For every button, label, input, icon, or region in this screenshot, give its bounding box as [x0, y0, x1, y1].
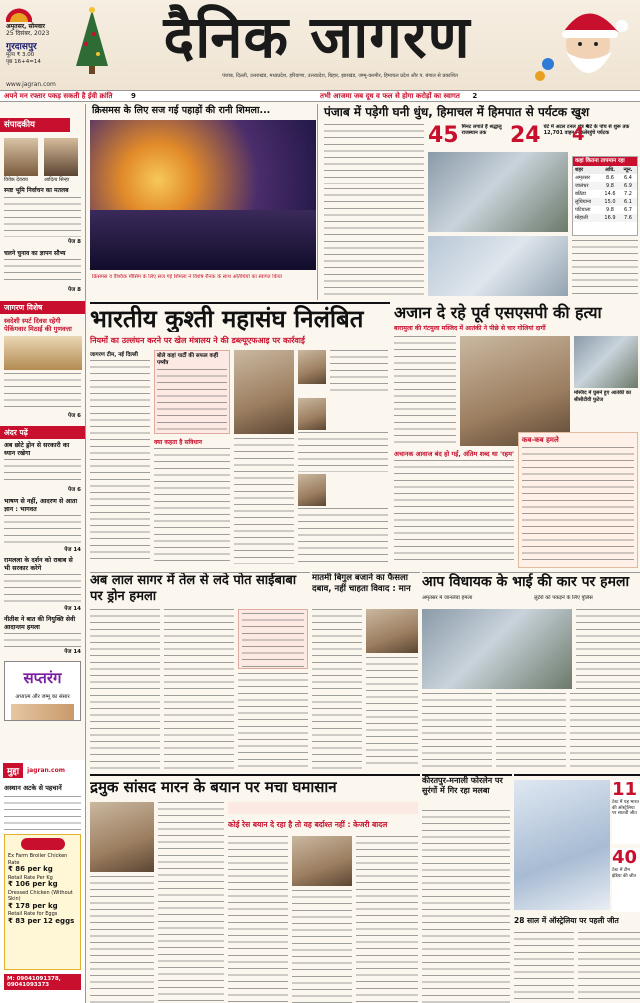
ticker-right[interactable] — [320, 91, 636, 102]
body-column — [312, 609, 362, 769]
columnist-photo — [44, 138, 78, 176]
mla-headline: आप विधायक के भाई की कार पर हमला — [422, 574, 630, 590]
weather-city: पटियाला — [575, 207, 591, 213]
vishesh-headline: स्वदेशी स्पर्ट दिवस रहेगी पेकिंगवार मिठाई की गुणवत्ता — [4, 317, 72, 333]
leader-photo — [292, 836, 352, 886]
saptrang-sub: अध्यात्म और जम्मू का संसार — [15, 694, 70, 700]
weather-city: बठिंडा — [575, 191, 587, 197]
body-column — [292, 890, 352, 1003]
sweets-photo — [4, 336, 82, 370]
body-column — [158, 802, 224, 1003]
weather-col-header: शहर — [575, 167, 584, 173]
andar-headline: नीतीश ने बात की नियुक्ति सेवी आदान्तम हमला — [4, 616, 76, 631]
edition-city: गुरदासपुर — [6, 42, 37, 53]
weather-row — [573, 182, 637, 190]
body-column — [570, 693, 640, 769]
qa-box-title: कब-कब हमले — [522, 436, 559, 444]
body-text — [4, 515, 81, 545]
venkys-logo-icon — [21, 838, 65, 850]
sports-stat-text: टेस्ट में यह भारत की ऑस्ट्रेलिया पर सातवीं जीत — [612, 800, 640, 816]
sports-headline-wrap — [514, 914, 640, 928]
body-text — [4, 633, 81, 647]
punjab-story[interactable] — [320, 104, 640, 300]
weather-col-header: न्यून. — [623, 167, 633, 173]
weather-city: अमृतसर — [575, 175, 591, 181]
logo-icon — [6, 4, 32, 22]
ad-item — [8, 911, 77, 924]
mla-bullet — [422, 595, 532, 607]
sidebar-box — [154, 350, 230, 434]
ad-item-price: ₹ 86 per kg — [8, 865, 53, 873]
ajaan-story[interactable] — [394, 302, 640, 572]
editorial-item[interactable] — [0, 184, 85, 248]
body-column — [356, 836, 418, 1003]
ad-item — [8, 853, 77, 873]
ad-item-name: Retail Rate for Eggs — [8, 911, 58, 917]
weather-row — [573, 198, 637, 206]
sports-stat — [612, 848, 640, 912]
ad-item — [8, 875, 77, 888]
ad-item-name: Ex Farm Broiler Chicken Rate — [8, 853, 68, 866]
side-story — [394, 450, 514, 568]
lead-headline-wrap[interactable] — [90, 302, 390, 332]
ajaan-headline: अजान दे रहे पूर्व एसएसपी की हत्या — [394, 303, 602, 322]
lead-headline: भारतीय कुश्ती महासंघ निलंबित — [90, 304, 364, 332]
santa-icon — [528, 4, 636, 88]
stat-text: घंटे में अटल टनल क्षेत्र में 12,701 वाहन निकले — [543, 124, 589, 136]
body-text — [4, 197, 81, 237]
weather-row — [573, 206, 637, 214]
shimla-night-photo — [90, 120, 316, 270]
body-column — [578, 932, 640, 1003]
weather-value: 8.6 — [606, 175, 614, 181]
sports-story[interactable] — [514, 774, 640, 1003]
sidebar-box-title: बोले कहां पार्टी की सफल कहीं पर्ष्यंत्र — [157, 353, 219, 366]
official-photos — [298, 350, 388, 394]
cm-photo — [366, 609, 418, 653]
andar-headline: रामलला के दर्शन को राबाब से भी सरकार करेगे — [4, 557, 73, 572]
andar-headline: भाषण से नहीं, आदरण से आता ज्ञान : भागवत — [4, 498, 78, 513]
masthead-editions: पंजाब, दिल्ली, उत्तराखंड, मध्यप्रदेश, हरियाणा, उत्तरप्रदेश, बिहार, झारखंड, जम्मू-कश्मीर, हिमाचल प्रदेश और प. बंगाल से प्रकाशित — [222, 73, 458, 79]
page-ref: पेज 14 — [64, 649, 81, 655]
body-column — [228, 836, 288, 1003]
mla-bullet — [534, 595, 640, 607]
ad-item-name: Dressed Chicken (Without Skin) — [8, 889, 73, 902]
body-column — [90, 876, 154, 1003]
body-column — [90, 350, 150, 564]
page-ref: पेज 14 — [64, 547, 81, 553]
sports-stat-number: 11 — [612, 780, 638, 800]
bottom-bullets — [228, 802, 418, 814]
weather-table — [572, 156, 638, 236]
edition-date: 25 दिसंबर, 2023 — [6, 29, 50, 37]
stat-text: मिनट लगाते हैं श्रद्धालु राजस्थान तक — [461, 124, 502, 136]
weather-col-header: अधि. — [604, 167, 616, 173]
top-story-headline: क्रिसमस के लिए सज गई पहाड़ों की रानी शिमला... — [92, 105, 271, 116]
weather-value: 7.6 — [624, 215, 632, 221]
body-column — [324, 188, 424, 298]
body-text — [4, 796, 81, 830]
saptrang-photo — [11, 704, 74, 720]
bottom-quote: कोई रेस बयान दे रहा है तो वह बर्दाश्त नहीं : केजरी बादल — [228, 820, 388, 829]
editorial-item[interactable] — [0, 248, 85, 296]
weather-value: 15.0 — [604, 199, 616, 205]
weather-row — [573, 174, 637, 182]
columnist-name: विवेक देवराय — [4, 177, 28, 183]
body-column — [572, 240, 638, 298]
andar-heading: अंदर पढ़ें — [0, 426, 85, 439]
stat-block — [572, 124, 638, 154]
mla-bullet-text: लुटेरों को पकड़ने के लिए पुलिस — [534, 595, 593, 601]
top-story[interactable] — [90, 104, 318, 300]
stat-block — [428, 124, 508, 150]
ad-contact: M: 09041091378, 09041093373 — [4, 974, 81, 990]
weather-value: 7.2 — [624, 191, 632, 197]
lead-subhead: नियमों का उल्लंघन करने पर खेल मंत्रालय ने की डब्ल्यूएफआइ पर कार्रवाई — [90, 336, 305, 345]
ticker-bar — [0, 90, 640, 102]
mudda-label: मुद्दा — [3, 763, 23, 778]
body-text — [4, 574, 81, 604]
ajaan-subhead: बारामुला की गंटमुला मस्जिद में आतंकी ने पीछे से चार गोलियां दागीं — [394, 325, 546, 332]
sports-stat — [612, 780, 640, 844]
masthead-info — [6, 4, 70, 86]
matami-headline: मातमी बिगुल बजाने का फैसला दबाव, नहीं चाहता विवाद : मान — [312, 573, 411, 594]
mudda-site[interactable]: jagran.com — [27, 767, 65, 774]
ad-item-name: Retail Rate Per Kg — [8, 874, 53, 881]
body-text — [4, 259, 81, 285]
stat-number: 45 — [428, 124, 459, 148]
wrestler-photo — [234, 350, 294, 434]
bottom-headline: द्रमुक सांसद मारन के बयान पर मचा घमासान — [90, 778, 337, 796]
car-photo — [422, 609, 572, 689]
website: www.jagran.com — [6, 81, 56, 88]
body-column — [324, 124, 424, 184]
weather-value: 6.7 — [624, 207, 632, 213]
body-column — [496, 693, 566, 769]
weather-value: 6.9 — [624, 183, 632, 189]
columnist-name: आदित्य सिन्हा — [44, 177, 70, 183]
weather-rows — [573, 174, 637, 222]
top-story-caption: क्रिसमस व वैश्विक मौसिम के लिए सज गई शिमला ने विशेष रौनक के साथ अतिथियों का स्वागत किया — [92, 274, 282, 280]
mla-bullet-text: अमृतसर में जानलेवा हमला — [422, 595, 473, 601]
pages: पृष्ठ 16+4=14 — [6, 58, 41, 65]
byline: जागरण टीम, नई दिल्ली — [90, 352, 138, 358]
mudda-question: अस्थान अटके से पहचानें — [4, 784, 62, 792]
mourners-photo — [460, 336, 570, 446]
weather-row — [573, 190, 637, 198]
ad-item-price: ₹ 106 per kg — [8, 880, 58, 888]
editorial-headline: चलने चुनाव का ज्ञापन सौभ्य — [4, 249, 66, 257]
divider — [540, 572, 640, 573]
columnist-photo — [4, 138, 38, 176]
snow-photo — [428, 236, 568, 296]
page-ref: पेज 14 — [64, 606, 81, 612]
kiratpur-headline: कीरतपुर-मनाली फोरलेन पर सुरंगों में गिर रहा मलबा — [422, 776, 503, 795]
vishesh-item[interactable] — [0, 314, 85, 422]
andar-item[interactable] — [0, 439, 85, 496]
andar-item[interactable] — [0, 614, 85, 657]
weather-row — [573, 214, 637, 222]
body-column — [394, 336, 456, 446]
editorial-headline: स्पष्ट भूमि निर्वाचन का मतलब — [4, 187, 69, 194]
ticker-left-text: अपने मन रफ्तार पकड़ सकती है ईवी क्रांति — [4, 92, 113, 100]
page-ref: पेज 6 — [68, 487, 81, 493]
body-column — [90, 609, 160, 769]
masthead-title: दैनिक जागरण — [163, 3, 471, 71]
ticker-left-page: 9 — [130, 92, 136, 100]
ticker-right-page: 2 — [472, 92, 478, 100]
christmas-tree-icon — [72, 6, 112, 76]
punjab-headline: पंजाब में पड़ेगी घनी धुंध, हिमाचल में हिमपात से पर्यटक खुश — [324, 105, 590, 119]
andar-item[interactable] — [0, 555, 85, 614]
body-column — [514, 932, 574, 1003]
traffic-photo — [428, 152, 568, 232]
lead-subhead-wrap — [90, 334, 390, 348]
mp-photo — [90, 802, 154, 872]
body-column — [164, 609, 234, 769]
ship-story[interactable] — [90, 572, 310, 772]
mudda-header — [0, 760, 85, 781]
weather-table-title: कहां कितना तापमान रहा — [573, 157, 637, 166]
weather-header-row — [573, 166, 637, 174]
weather-city: जालंधर — [575, 183, 589, 189]
stat-text: घटे के पांच से शुरू तक पहुंचे पर्यटक — [586, 124, 630, 136]
andar-item[interactable] — [0, 496, 85, 555]
ad-item-price: ₹ 178 per kg — [8, 901, 58, 910]
body-column — [238, 673, 308, 769]
ticker-right-text: तभी आजमा जब दूध व फल से होगा करोड़ों का स्वागत — [320, 92, 460, 100]
body-column — [576, 609, 640, 689]
qa-box — [518, 432, 638, 568]
side-story-headline: अचानक आवाज बंद हो गई, अंतिम शब्द था 'रहम' — [394, 450, 514, 458]
masthead — [0, 0, 640, 90]
chicken-rate-ad[interactable] — [4, 834, 81, 970]
body-column — [234, 438, 294, 564]
weather-city: लुधियाना — [575, 199, 592, 205]
body-column — [422, 693, 492, 769]
edition-day: अमृतसर, सोमवार — [6, 23, 46, 30]
body-column — [298, 398, 388, 564]
saptrang-box[interactable] — [4, 661, 81, 721]
weather-value: 14.6 — [604, 191, 616, 197]
page-ref: पेज 8 — [68, 238, 81, 245]
vishesh-heading: जागरण विशेष — [0, 301, 85, 314]
sports-stat-number: 40 — [612, 848, 638, 868]
mudda-box — [0, 760, 86, 1003]
bottom-quote-wrap — [228, 818, 418, 832]
bottom-story[interactable] — [90, 774, 420, 1003]
ticker-left[interactable] — [4, 91, 294, 102]
editorial-photos — [0, 132, 85, 176]
ad-item-price: ₹ 83 per 12 eggs — [8, 916, 75, 925]
ad-item — [8, 890, 77, 910]
body-text — [4, 459, 81, 485]
body-text — [4, 373, 81, 411]
sports-headline: 28 साल में ऑस्ट्रेलिया पर पहली जीत — [514, 916, 619, 925]
stat-number: 4 — [572, 124, 585, 145]
andar-headline: अब छोटे ड्रोन से सरकारी का ध्यान रखेगा — [4, 442, 70, 457]
cricket-photo — [514, 780, 610, 910]
weather-value: 6.1 — [624, 199, 632, 205]
price: मूल्य ₹ 3.00 — [6, 52, 35, 59]
body-column — [154, 438, 230, 564]
page-ref: पेज 6 — [68, 413, 81, 419]
weather-value: 16.9 — [604, 215, 616, 221]
ship-headline: अब लाल सागर में तेल से लदे पोत साईबाबा पर ड्रोन हमला — [90, 573, 297, 604]
spacer — [540, 620, 640, 621]
cctv-photo — [574, 336, 638, 388]
weather-value: 6.4 — [624, 175, 632, 181]
kiratpur-story[interactable] — [422, 774, 512, 1003]
weather-value: 9.8 — [606, 207, 614, 213]
body-column — [422, 810, 510, 1003]
columnist-names — [0, 176, 85, 184]
lead-body — [90, 350, 390, 570]
sidebar-box-title: क्या कहता है सविधान — [154, 439, 202, 446]
ship-highlights — [238, 609, 308, 669]
body-column — [366, 657, 418, 769]
page-ref: पेज 8 — [68, 287, 81, 293]
saptrang-label: सप्तरंग — [23, 669, 62, 687]
weather-value: 9.8 — [606, 183, 614, 189]
editorial-heading: संपादकीय — [0, 118, 70, 132]
mla-story[interactable] — [422, 572, 640, 772]
matami-story[interactable] — [312, 572, 420, 772]
stat-number: 24 — [510, 124, 541, 148]
sports-stat-text: टेस्ट में टीम इंडिया की जीत — [612, 868, 637, 879]
weather-city: मोहाली — [575, 215, 588, 221]
cctv-caption: मस्जिद में घुसने हुए आतंकी का सीसीटीवी फुटेज — [574, 390, 632, 403]
